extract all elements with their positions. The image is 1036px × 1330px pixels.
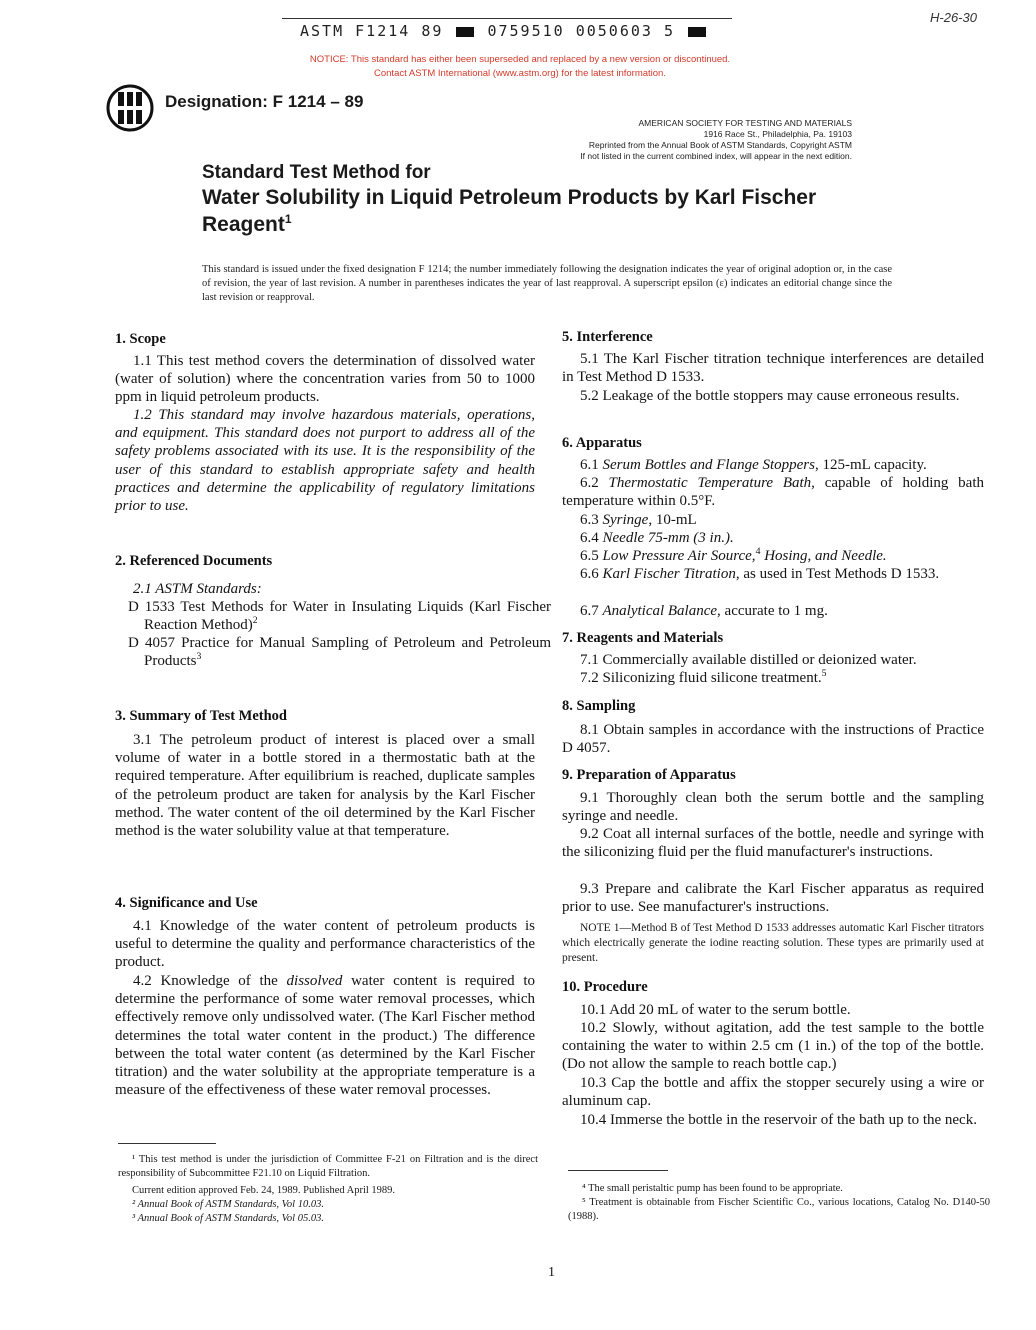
paragraph-10-3: 10.3 Cap the bottle and affix the stopper securely using a wire or aluminum cap.: [562, 1075, 984, 1110]
section-5-heading: 5. Interference: [562, 329, 653, 345]
paragraph-7-2: 7.2 Siliconizing fluid silicone treatment.$^5$: [580, 668, 827, 686]
section-9-heading: 9. Preparation of Apparatus: [562, 767, 736, 783]
header-code-bar: [300, 22, 708, 40]
paragraph-6-5: 6.5 Low Pressure Air Source,$^4$ Hosing, and Needle.: [580, 546, 887, 564]
title-line-2: Water Solubility in Liquid Petroleum Products by Karl Fischer: [202, 186, 817, 209]
header-code-right: 0759510 0050603 5: [487, 22, 675, 40]
paragraph-6-3: 6.3 Syringe, 10-mL: [580, 512, 697, 528]
paragraph-6-4: 6.4 Needle 75-mm (3 in.).: [580, 530, 734, 546]
header-rule: [282, 18, 732, 19]
paragraph-4-1: 4.1 Knowledge of the water content of petroleum products is useful to determine the quality and performance characteristics of the product.: [115, 918, 535, 971]
paragraph-10-2: 10.2 Slowly, without agitation, add the test sample to the bottle containing the water to within 2.5 cm (1 in.) of the top of the bottle. (Do not allow the sample to reach bottle cap.): [562, 1020, 984, 1073]
section-10-heading: 10. Procedure: [562, 979, 648, 995]
society-name: AMERICAN SOCIETY FOR TESTING AND MATERIALS: [638, 118, 852, 128]
notice-line-1: NOTICE: This standard has either been superseded and replaced by a new version or discontinued.: [309, 54, 731, 65]
section-6-heading: 6. Apparatus: [562, 435, 642, 451]
section-1-heading: 1. Scope: [115, 331, 166, 347]
footnote-4: ⁴ The small peristaltic pump has been found to be appropriate.: [582, 1183, 843, 1194]
barcode-block: [456, 27, 474, 37]
footnote-2: ² Annual Book of ASTM Standards, Vol 10.03.: [132, 1199, 324, 1210]
footnote-1: ¹ This test method is under the jurisdiction of Committee F-21 on Filtration and is the direct responsibility of Subcommittee F21.10 on Liquid Filtration.: [118, 1154, 538, 1179]
paragraph-6-7: 6.7 Analytical Balance, accurate to 1 mg.: [580, 603, 828, 619]
paragraph-6-1: 6.1 Serum Bottles and Flange Stoppers, 125-mL capacity.: [580, 457, 927, 473]
footnote-5: ⁵ Treatment is obtainable from Fischer Scientific Co., various locations, Catalog No. D140-50 (1988).: [568, 1197, 990, 1222]
paragraph-10-4: 10.4 Immerse the bottle in the reservoir of the bath up to the neck.: [580, 1112, 977, 1128]
page-number: 1: [548, 1265, 555, 1280]
society-reprinted: Reprinted from the Annual Book of ASTM Standards, Copyright ASTM: [588, 140, 852, 150]
paragraph-9-2: 9.2 Coat all internal surfaces of the bottle, needle and syringe with the siliconizing fluid per the fluid manufacturer's instructions.: [562, 826, 984, 861]
paragraph-1-2: 1.2 This standard may involve hazardous materials, operations, and equipment. This standard does not purport to address all of the safety problems associated with its use. It is the responsibility of the user of this standard to establish appropriate safety and health practices and determine the applicability of regulatory limitations prior to use.: [115, 407, 535, 515]
title-line-1: Standard Test Method for: [202, 162, 431, 183]
paragraph-4-2: 4.2 Knowledge of the dissolved water content is required to determine the performance of some water removal processes, which effectively remove only undissolved water. (The Karl Fischer method determines the total water content in the product.) The difference between the total water content (as determined by the Karl Fischer titration) and the water solubility at the appropriate temperature is a measure of the effectiveness of these water removal processes.: [115, 973, 536, 1099]
designation: Designation: F 1214 – 89: [165, 92, 364, 111]
title-footnote-mark: 1: [284, 212, 292, 226]
paragraph-9-1: 9.1 Thoroughly clean both the serum bottle and the sampling syringe and needle.: [562, 790, 984, 825]
paragraph-1-1: 1.1 This test method covers the determination of dissolved water (water of solution) where the concentration varies from 50 to 1000 ppm in liquid petroleum products.: [115, 353, 535, 406]
paragraph-5-1: 5.1 The Karl Fischer titration technique interferences are detailed in Test Method D 1533.: [562, 351, 984, 386]
society-listing: If not listed in the current combined index, will appear in the next edition.: [580, 151, 852, 161]
section-2-heading: 2. Referenced Documents: [115, 553, 273, 569]
paragraph-10-1: 10.1 Add 20 mL of water to the serum bottle.: [580, 1002, 851, 1018]
footnote-1-edition: Current edition approved Feb. 24, 1989. Published April 1989.: [132, 1185, 396, 1196]
notice-line-2: Contact ASTM International (www.astm.org) for the latest information.: [374, 68, 666, 79]
note-1: NOTE 1—Method B of Test Method D 1533 addresses automatic Karl Fischer titrators which electrically generate the iodine reacting solution. These types are primarily used at present.: [562, 922, 984, 964]
reference-d1533: D 1533 Test Methods for Water in Insulating Liquids (Karl Fischer Reaction Method)$^2$: [128, 599, 551, 634]
paragraph-7-1: 7.1 Commercially available distilled or deionized water.: [580, 652, 917, 668]
footnote-3: ³ Annual Book of ASTM Standards, Vol 05.03.: [132, 1213, 324, 1224]
handwritten-corner-note: H-26-30: [930, 10, 977, 25]
paragraph-8-1: 8.1 Obtain samples in accordance with the instructions of Practice D 4057.: [562, 722, 984, 757]
society-address: 1916 Race St., Philadelphia, Pa. 19103: [703, 129, 852, 139]
header-code-left: ASTM F1214 89: [300, 22, 444, 40]
section-3-heading: 3. Summary of Test Method: [115, 708, 287, 724]
paragraph-5-2: 5.2 Leakage of the bottle stoppers may cause erroneous results.: [580, 388, 960, 404]
reference-d4057: D 4057 Practice for Manual Sampling of Petroleum and Petroleum Products$^3$: [128, 635, 551, 670]
issued-note: This standard is issued under the fixed designation F 1214; the number immediately following the designation indicates the year of original adoption or, in the case of revision, the year of last revision. A number in parentheses indicates the year of last reapproval. A superscript epsilon (ε) indicates an editorial change since the last revision or reapproval.: [202, 264, 892, 303]
paragraph-6-6: 6.6 Karl Fischer Titration, as used in Test Methods D 1533.: [580, 566, 940, 582]
title-line-3: Reagent: [202, 213, 285, 236]
section-8-heading: 8. Sampling: [562, 698, 636, 714]
paragraph-9-3: 9.3 Prepare and calibrate the Karl Fischer apparatus as required prior to use. See manufacturer's instructions.: [562, 881, 984, 916]
barcode-block: [688, 27, 706, 37]
footnote-rule-right: [568, 1170, 668, 1171]
paragraph-6-2: 6.2 Thermostatic Temperature Bath, capable of holding bath temperature within 0.5°F.: [562, 475, 984, 510]
section-7-heading: 7. Reagents and Materials: [562, 630, 724, 646]
footnote-rule-left: [118, 1143, 216, 1144]
section-4-heading: 4. Significance and Use: [115, 895, 258, 911]
paragraph-3-1: 3.1 The petroleum product of interest is placed over a small volume of water in a bottle stored in a thermostatic bath at the required temperature. After equilibrium is reached, duplicate samples of the petroleum product are taken for analysis by the Karl Fischer method. The water content of the oil determined by the Karl Fischer method is the water solubility value at that temperature.: [115, 732, 535, 840]
paragraph-2-1: 2.1 ASTM Standards:: [133, 581, 262, 597]
document-title: [202, 162, 902, 238]
astm-logo-icon: [106, 84, 154, 132]
